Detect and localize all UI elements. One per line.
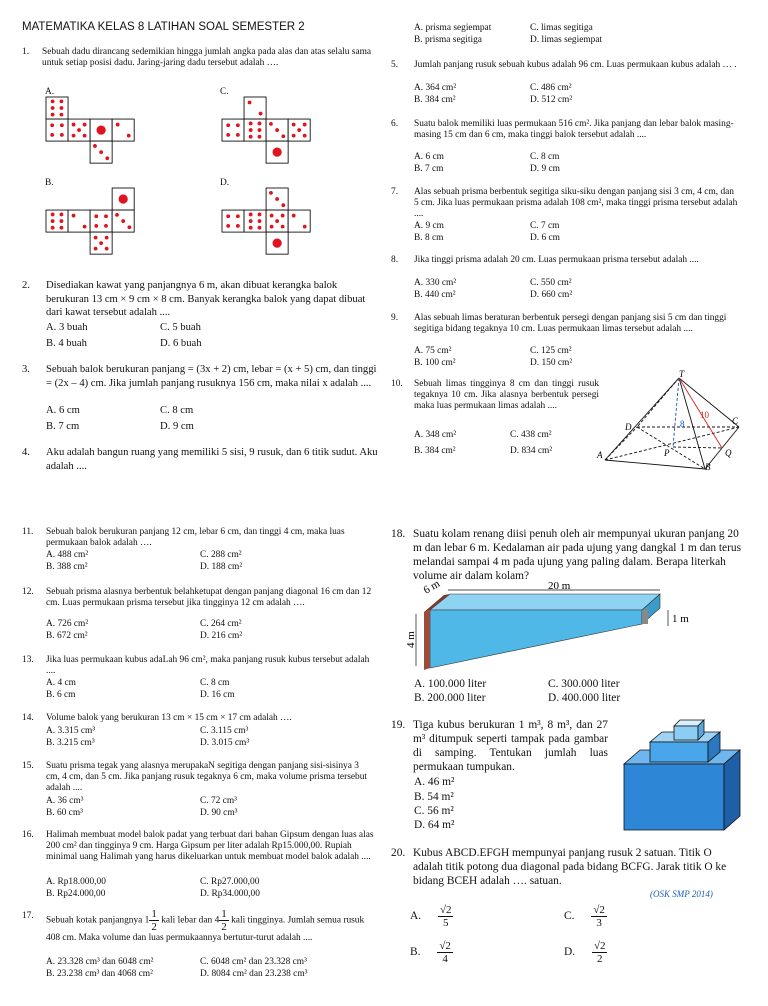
question-15: 15. Suatu prisma tegak yang alasnya merupakaN segitiga dengan panjang sisi-sisinya 3 cm, 4 cm, dan 5 cm. Jika panjang rusuk tegaknya 6 cm, maka volume prisma tersebut adalah .... (22, 761, 374, 795)
net-label-d: D. (220, 178, 230, 188)
question-9: 9. Alas sebuah limas beraturan berbentuk persegi dengan panjang sisi 5 cm dan tinggi segitiga bidang tegaknya 10 cm. Luas permukaan limas tersebut adalah .... (391, 313, 741, 335)
q12-option-c[interactable]: C. 264 cm² (200, 619, 242, 629)
die-pip (83, 134, 87, 138)
q12-option-a[interactable]: A. 726 cm² (46, 619, 89, 629)
q9-option-d[interactable]: D. 150 cm² (530, 358, 573, 368)
q4-option-d[interactable]: D. limas segiempat (530, 35, 603, 45)
die-face-6 (244, 119, 266, 141)
q6-option-c[interactable]: C. 8 cm (530, 152, 560, 162)
die-pip (226, 123, 230, 127)
q20-option-d[interactable]: D. $\frac{√2}{2}$ (564, 940, 606, 965)
q8-option-c[interactable]: C. 550 cm² (530, 278, 572, 288)
die-pip (248, 101, 252, 105)
die-pip (249, 135, 253, 139)
q18-option-c[interactable]: C. 300.000 liter (548, 678, 620, 690)
q10-option-d[interactable]: D. 834 cm² (510, 446, 553, 456)
q2-option-c[interactable]: C. 5 buah (160, 322, 201, 333)
q6-option-a[interactable]: A. 6 cm (414, 152, 444, 162)
slant-label: 10 (700, 410, 709, 420)
die-pip (236, 123, 240, 127)
die-pip (226, 214, 230, 218)
q11-option-c[interactable]: C. 288 cm² (200, 550, 242, 560)
question-15-text: Suatu prisma tegak yang alasnya merupakaN segitiga dengan panjang sisi-sisinya 3 cm, 4 cm, dan 5 cm. Jika panjang rusuk tegaknya 6 cm, maka volume prisma tersebut adalah .... (46, 761, 368, 794)
question-4: 4. Aku adalah bangun ruang yang memiliki 5 sisi, 9 rusuk, dan 6 titik sudut. Aku adalah .... (22, 447, 378, 472)
die-pip (226, 133, 230, 137)
die-pip (269, 122, 273, 126)
shallow-depth-label: 1 m (672, 613, 689, 625)
die-pip (60, 123, 64, 127)
die-pip (105, 156, 109, 160)
die-pip (60, 133, 64, 137)
question-14-text: Volume balok yang berukuran 13 cm × 15 cm × 17 cm adalah …. (46, 713, 292, 723)
q10-option-c[interactable]: C. 438 cm² (510, 430, 552, 440)
die-pip (94, 214, 98, 218)
die-pip (50, 133, 54, 137)
die-pip (51, 106, 55, 110)
question-1: 1. Sebuah dadu dirancang sedemikian hingga jumlah angka pada alas dan atas selalu sama untuk setiap posisi dadu. Jaring-jaring dadu tersebut adalah …. (22, 47, 374, 69)
die-pip (104, 214, 108, 218)
q14-option-d[interactable]: D. 3.015 cm³ (200, 738, 250, 748)
q7-option-a[interactable]: A. 9 cm (414, 221, 444, 231)
q10-option-b[interactable]: B. 384 cm² (414, 446, 456, 456)
die-pip (303, 134, 307, 138)
q7-option-d[interactable]: D. 6 cm (530, 233, 560, 243)
q3-option-b[interactable]: B. 7 cm (46, 421, 80, 432)
die-pip (236, 214, 240, 218)
die-pip (249, 219, 253, 223)
vertex-a-label: A (597, 450, 603, 460)
die-pip (50, 123, 54, 127)
question-20: 20. Kubus ABCD.EFGH mempunyai panjang rusuk 2 satuan. Titik O adalah titik potong dua diagonal pada bidang BCFG. Jarak titik O ke bidang BCEH adalah …. satuan. (391, 846, 741, 888)
die-face-4 (90, 210, 112, 232)
die-pip (51, 100, 55, 104)
die-pip (72, 123, 76, 127)
q18-option-d[interactable]: D. 400.000 liter (548, 692, 621, 704)
question-19-text: Tiga kubus berukuran 1 m³, 8 m³, dan 27 m³ ditumpuk seperti tampak pada gambar di samping. Tentukan jumlah luas permukaan tumpukan. (413, 719, 608, 773)
length-label: 20 m (548, 580, 571, 592)
question-8: 8. Jika tinggi prisma adalah 20 cm. Luas permukaan prisma tersebut adalah .... (391, 255, 741, 266)
q3-option-d[interactable]: D. 9 cm (160, 421, 194, 432)
die-pip (275, 128, 279, 132)
die-pip (270, 225, 274, 229)
die-pip (60, 226, 64, 230)
q17-option-d[interactable]: D. 8084 cm² dan 23.238 cm³ (200, 969, 308, 979)
q20-option-c[interactable]: C. $\frac{√2}{3}$ (564, 904, 605, 929)
question-18: 18. Suatu kolam renang diisi penuh oleh air mempunyai ukuran panjang 20 m dan lebar 6 m. Kedalaman air pada ujung yang dangkal 1 m dan terus melandai sampai 4 m pada ujung yang paling dalam. Berapa literkah volume air dalam kolam? (391, 528, 742, 582)
die-pip (303, 225, 307, 229)
die-pip (270, 214, 274, 218)
q2-option-a[interactable]: A. 3 buah (46, 322, 88, 333)
pool-figure (405, 577, 710, 676)
die-pip (116, 123, 120, 127)
stacked-cubes-figure (620, 716, 750, 834)
die-pip (273, 148, 282, 157)
die-pip (51, 226, 55, 230)
question-11-text: Sebuah balok berukuran panjang 12 cm, lebar 6 cm, dan tinggi 4 cm, maka luas permukaan balok adalah …. (46, 527, 345, 549)
net-label-b: B. (45, 178, 54, 188)
die-pip (77, 128, 81, 132)
q14-option-b[interactable]: B. 3.215 cm³ (46, 738, 95, 748)
q4-option-b[interactable]: B. prisma segitiga (414, 35, 482, 45)
die-pip (119, 194, 128, 203)
die-pip (292, 214, 296, 218)
die-pip (281, 134, 285, 138)
die-pip (115, 213, 119, 217)
q2-option-d[interactable]: D. 6 buah (160, 338, 202, 349)
die-pip (94, 236, 98, 240)
point-q-label: Q (725, 448, 732, 458)
q16-option-c[interactable]: C. Rp27.000,00 (200, 877, 260, 887)
q11-option-a[interactable]: A. 488 cm² (46, 550, 89, 560)
q2-option-b[interactable]: B. 4 buah (46, 338, 87, 349)
die-pip (51, 113, 55, 117)
base-edge-ab (605, 460, 705, 469)
source-note: (OSK SMP 2014) (650, 889, 713, 899)
question-3: 3. Sebuah balok berukuran panjang = (3x + 2) cm, lebar = (x + 5) cm, dan tinggi = (2x – 4) cm. Jika jumlah panjang rusuknya 156 cm, maka nilai x adalah .... (22, 364, 377, 389)
q19-option-a[interactable]: A. 46 m² (414, 776, 455, 788)
question-4-text: Aku adalah bangun ruang yang memiliki 5 sisi, 9 rusuk, dan 6 titik sudut. Aku adalah .... (46, 447, 378, 472)
die-pip (60, 219, 64, 223)
width-label: 6 m (421, 577, 443, 597)
die-pip (94, 224, 98, 228)
q9-option-a[interactable]: A. 75 cm² (414, 346, 452, 356)
die-face-6 (46, 97, 68, 119)
q8-option-a[interactable]: A. 330 cm² (414, 278, 457, 288)
question-12-text: Sebuah prisma alasnya berbentuk belahketupat dengan panjang diagonal 16 cm dan 12 cm. Luas permukaan prisma tersebut jika tingginya 12 cm adalah …. (46, 587, 372, 609)
q17-option-c[interactable]: C. 6048 cm² dan 23.328 cm³ (200, 957, 307, 967)
pyramid-figure (595, 369, 745, 472)
deep-depth-label: 4 m (405, 631, 417, 648)
point-p-label: P (664, 448, 670, 458)
question-13: 13. Jika luas permukaan kubus adaLah 96 cm², maka panjang rusuk kubus tersebut adalah .... (22, 655, 374, 677)
question-20-text: Kubus ABCD.EFGH mempunyai panjang rusuk 2 satuan. Titik O adalah titik potong dua diagonal pada bidang BCFG. Jarak titik O ke bidang BCEH adalah …. satuan. (413, 847, 727, 887)
q20-option-b[interactable]: B. $\frac{√2}{4}$ (410, 940, 451, 965)
die-pip (83, 123, 87, 127)
die-pip (273, 239, 282, 248)
die-face-4 (46, 119, 68, 141)
q16-option-b[interactable]: B. Rp24.000,00 (46, 889, 106, 899)
die-pip (105, 247, 109, 251)
die-pip (297, 128, 301, 132)
die-face-2 (68, 210, 90, 232)
die-pip (281, 203, 285, 207)
die-pip (60, 106, 64, 110)
question-11: 11. Sebuah balok berukuran panjang 12 cm, lebar 6 cm, dan tinggi 4 cm, maka luas permukaan balok adalah …. (22, 527, 374, 549)
die-pip (226, 224, 230, 228)
q6-option-b[interactable]: B. 7 cm (414, 164, 444, 174)
die-pip (303, 123, 307, 127)
die-pip (292, 123, 296, 127)
vertex-b-label: B (705, 462, 711, 472)
q8-option-d[interactable]: D. 660 cm² (530, 290, 573, 300)
die-pip (60, 113, 64, 117)
die-face-2 (112, 119, 134, 141)
question-5: 5. Jumlah panjang rusuk sebuah kubus adalah 96 cm. Luas permukaan kubus adalah … . (391, 60, 741, 71)
vertex-t-label: T (679, 369, 685, 379)
q15-option-c[interactable]: C. 72 cm³ (200, 796, 237, 806)
vertex-d-label: D (625, 422, 632, 432)
q14-option-a[interactable]: A. 3.315 cm³ (46, 726, 96, 736)
q19-option-d[interactable]: D. 64 m² (414, 819, 455, 831)
vertex-c-label: C (732, 416, 739, 426)
die-pip (93, 144, 97, 148)
q16-option-d[interactable]: D. Rp34.000,00 (200, 889, 260, 899)
q20-option-a[interactable]: A. $\frac{√2}{5}$ (410, 904, 452, 929)
q4-option-c[interactable]: C. limas segitiga (530, 23, 593, 33)
fraction-one-half: $\frac{1}{2}$ (151, 908, 157, 933)
q14-option-c[interactable]: C. 3.115 cm³ (200, 726, 249, 736)
die-pip (99, 241, 103, 245)
die-face-4 (222, 119, 244, 141)
question-2-text: Disediakan kawat yang panjangnya 6 m, akan dibuat kerangka balok berukuran 13 cm × 9 cm × 8 cm. Banyak kerangka balok yang dapat dibuat dari kawat tersebut adalah .... (46, 280, 366, 319)
q5-option-c[interactable]: C. 486 cm² (530, 83, 572, 93)
die-pip (51, 213, 55, 217)
die-pip (275, 197, 279, 201)
question-16-text: Halimah membuat model balok padat yang terbuat dari bahan Gipsum dengan luas alas 200 cm² dan tingginya 9 cm. Harga Gipsum per liter adalah Rp15.000,00. Rupiah minimal uang Halimah yang harus dikeluarkan untuk membuat model balok adalah .... (46, 830, 374, 863)
question-2: 2. Disediakan kawat yang panjangnya 6 m, akan dibuat kerangka balok berukuran 13 cm × 9 cm × 8 cm. Banyak kerangka balok yang dapat dibuat dari kawat tersebut adalah .... (22, 279, 378, 320)
die-pip (72, 134, 76, 138)
q13-option-b[interactable]: B. 6 cm (46, 690, 76, 700)
die-pip (60, 100, 64, 104)
fraction-one-half-2: $\frac{1}{2}$ (221, 908, 227, 933)
die-pip (292, 134, 296, 138)
q4-option-a[interactable]: A. prisma segiempat (414, 23, 492, 33)
question-18-text: Suatu kolam renang diisi penuh oleh air mempunyai ukuran panjang 20 m dan lebar 6 m. Kedalaman air pada ujung yang dangkal 1 m dan terus melandai sampai 4 m pada ujung yang paling dalam. Berapa literkah volume air dalam kolam? (413, 528, 742, 582)
die-pip (94, 247, 98, 251)
q7-option-c[interactable]: C. 7 cm (530, 221, 560, 231)
q9-option-c[interactable]: C. 125 cm² (530, 346, 572, 356)
q5-option-b[interactable]: B. 384 cm² (414, 95, 456, 105)
question-14: 14. Volume balok yang berukuran 13 cm × 15 cm × 17 cm adalah …. (22, 713, 374, 724)
q15-option-b[interactable]: B. 60 cm³ (46, 808, 83, 818)
question-16: 16. Halimah membuat model balok padat yang terbuat dari bahan Gipsum dengan luas alas 200 cm² dan tingginya 9 cm. Harga Gipsum per liter adalah Rp15.000,00. Rupiah minimal uang Halimah yang harus dikeluarkan untuk membuat model balok adalah .... (22, 830, 374, 863)
q8-option-b[interactable]: B. 440 cm² (414, 290, 456, 300)
question-6-text: Suatu balok memiliki luas permukaan 516 cm². Jika panjang dan lebar balok masing-masing 15 cm dan 6 cm, maka tinggi balok tersebut adalah .... (414, 119, 734, 141)
question-3-text: Sebuah balok berukuran panjang = (3x + 2) cm, lebar = (x + 5) cm, dan tinggi = (2x – 4) cm. Jika jumlah panjang rusuknya 156 cm, maka nilai x adalah .... (46, 364, 377, 389)
q18-option-b[interactable]: B. 200.000 liter (414, 692, 486, 704)
die-pip (104, 224, 108, 228)
q13-option-d[interactable]: D. 16 cm (200, 690, 235, 700)
q18-option-a[interactable]: A. 100.000 liter (414, 678, 487, 690)
die-pip (281, 225, 285, 229)
question-8-text: Jika tinggi prisma adalah 20 cm. Luas permukaan prisma tersebut adalah .... (414, 255, 699, 265)
question-7-text: Alas sebuah prisma berbentuk segitiga siku-siku dengan panjang sisi 3 cm, 4 cm, dan 5 cm. Jika luas permukaan prisma adalah 108 cm², maka tinggi prisma tersebut adalah .... (414, 187, 738, 220)
q16-option-a[interactable]: A. Rp18.000,00 (46, 877, 106, 887)
page-title: MATEMATIKA KELAS 8 LATIHAN SOAL SEMESTER 2 (22, 21, 305, 33)
die-pip (275, 219, 279, 223)
net-label-c: C. (220, 87, 229, 97)
die-pip (72, 214, 76, 218)
q12-option-b[interactable]: B. 672 cm² (46, 631, 88, 641)
q19-option-c[interactable]: C. 56 m² (414, 805, 454, 817)
question-1-text: Sebuah dadu dirancang sedemikian hingga jumlah angka pada alas dan atas selalu sama untuk setiap posisi dadu. Jaring-jaring dadu tersebut adalah …. (42, 47, 372, 69)
die-pip (249, 226, 253, 230)
q3-option-a[interactable]: A. 6 cm (46, 405, 80, 416)
q12-option-d[interactable]: D. 216 cm² (200, 631, 243, 641)
q15-option-a[interactable]: A. 36 cm³ (46, 796, 84, 806)
die-pip (281, 214, 285, 218)
question-7: 7. Alas sebuah prisma berbentuk segitiga siku-siku dengan panjang sisi 3 cm, 4 cm, dan 5 cm. Jika luas permukaan prisma adalah 108 cm², maka tinggi prisma tersebut adalah .... (391, 187, 741, 221)
q7-option-b[interactable]: B. 8 cm (414, 233, 444, 243)
die-pip (99, 150, 103, 154)
question-12: 12. Sebuah prisma alasnya berbentuk belahketupat dengan panjang diagonal 16 cm dan 12 cm. Luas permukaan prisma tersebut jika tingginya 12 cm adalah …. (22, 587, 374, 609)
die-pip (258, 226, 262, 230)
die-face-6 (46, 210, 68, 232)
die-pip (259, 112, 263, 116)
die-face-2 (288, 210, 310, 232)
q11-option-d[interactable]: D. 188 cm² (200, 562, 243, 572)
die-pip (97, 125, 106, 134)
die-pip (105, 236, 109, 240)
die-pip (51, 219, 55, 223)
die-pip (269, 191, 273, 195)
die-pip (249, 122, 253, 126)
die-pip (236, 133, 240, 137)
die-pip (258, 128, 262, 132)
die-pip (258, 219, 262, 223)
question-5-text: Jumlah panjang rusuk sebuah kubus adalah 96 cm. Luas permukaan kubus adalah … . (414, 60, 737, 70)
die-pip (60, 213, 64, 217)
die-pip (258, 213, 262, 217)
question-10: 10. Sebuah limas tingginya 8 cm dan tinggi rusuk tegaknya 10 cm. Jika alasnya berbentuk persegi maka luas permukaan limas adalah .... (391, 379, 599, 412)
question-13-text: Jika luas permukaan kubus adaLah 96 cm², maka panjang rusuk kubus tersebut adalah .... (46, 655, 370, 677)
q17-option-a[interactable]: A. 23.328 cm³ dan 6048 cm² (46, 957, 154, 967)
question-10-text: Sebuah limas tingginya 8 cm dan tinggi rusuk tegaknya 10 cm. Jika alasnya berbentuk persegi maka luas permukaan limas adalah .... (414, 379, 599, 412)
die-pip (249, 213, 253, 217)
die-face-4 (222, 210, 244, 232)
q5-option-d[interactable]: D. 512 cm² (530, 95, 573, 105)
die-pip (249, 128, 253, 132)
question-19: 19. Tiga kubus berukuran 1 m³, 8 m³, dan 27 m³ ditumpuk seperti tampak pada gambar di samping. Tentukan jumlah luas permukaan tumpukan. (391, 719, 608, 773)
die-pip (258, 122, 262, 126)
q10-option-a[interactable]: A. 348 cm² (414, 430, 457, 440)
q11-option-b[interactable]: B. 388 cm² (46, 562, 88, 572)
die-face-6 (244, 210, 266, 232)
q19-option-b[interactable]: B. 54 m² (414, 791, 454, 803)
question-6: 6. Suatu balok memiliki luas permukaan 516 cm². Jika panjang dan lebar balok masing-masing 15 cm dan 6 cm, maka tinggi balok tersebut adalah .... (391, 119, 741, 141)
q9-option-b[interactable]: B. 100 cm² (414, 358, 456, 368)
die-pip (83, 225, 87, 229)
die-pip (121, 219, 125, 223)
question-9-text: Alas sebuah limas beraturan berbentuk persegi dengan panjang sisi 5 cm dan tinggi segitiga bidang tegaknya 10 cm. Luas permukaan limas tersebut adalah .... (414, 313, 727, 335)
q3-option-c[interactable]: C. 8 cm (160, 405, 194, 416)
q15-option-d[interactable]: D. 90 cm³ (200, 808, 238, 818)
q13-option-a[interactable]: A. 4 cm (46, 678, 76, 688)
question-17: 17. Sebuah kotak panjangnya 1 $\frac{1}{2}$ kali lebar dan 4 $\frac{1}{2}$ kali tingginya. Jumlah semua rusuk 408 cm. Maka volume dan luas permukaannya bertutur-turut adalah .... (22, 908, 365, 943)
net-label-a: A. (45, 87, 55, 97)
die-pip (258, 135, 262, 139)
q17-option-b[interactable]: B. 23.238 cm³ dan 4068 cm² (46, 969, 153, 979)
height-label: 8 (680, 419, 685, 429)
die-pip (236, 224, 240, 228)
q5-option-a[interactable]: A. 364 cm² (414, 83, 457, 93)
q13-option-c[interactable]: C. 8 cm (200, 678, 230, 688)
die-pip (127, 225, 131, 229)
die-pip (127, 134, 131, 138)
die-face-2 (244, 97, 266, 119)
q6-option-d[interactable]: D. 9 cm (530, 164, 560, 174)
